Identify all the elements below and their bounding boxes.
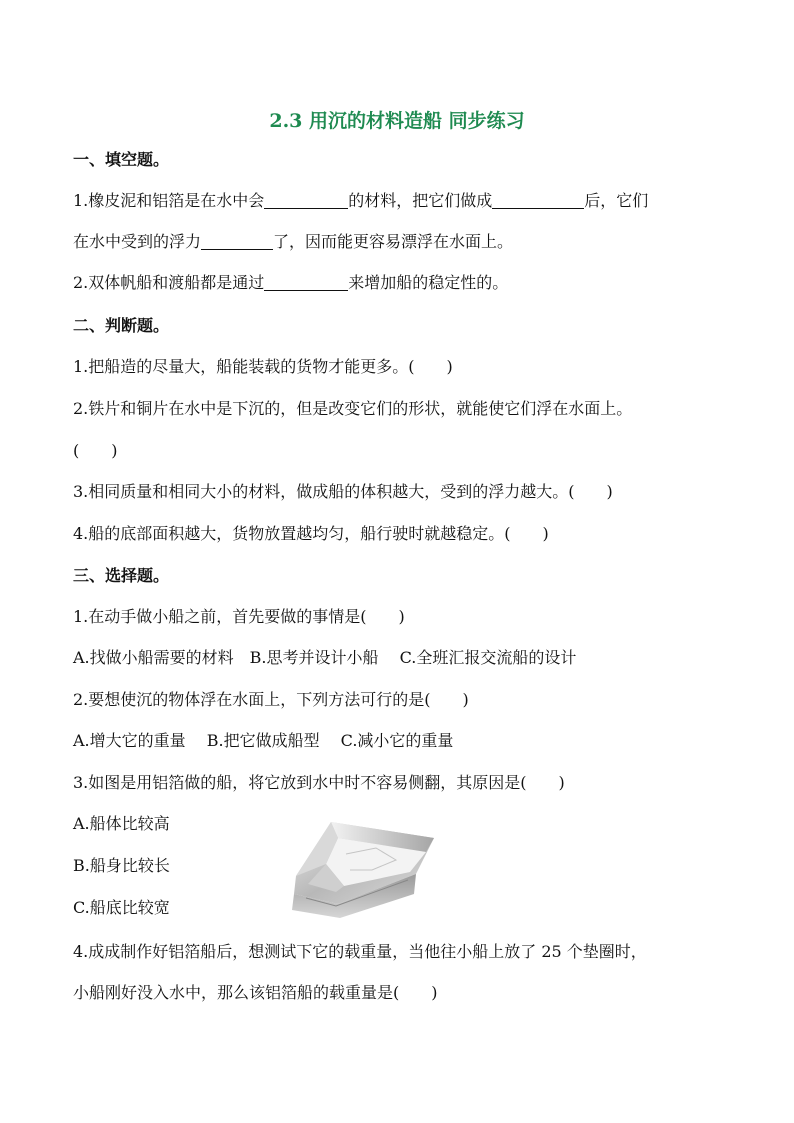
section-choice-heading: 三、选择题。 [73, 566, 170, 585]
fill-question-1-line-1 [73, 191, 648, 211]
answer-blank[interactable] [264, 192, 348, 209]
fill-q2-text-b: 来增加船的稳定性的。 [348, 273, 509, 292]
section-fill-heading: 一、填空题。 [73, 150, 170, 169]
answer-blank[interactable] [201, 233, 273, 250]
answer-blank[interactable] [492, 192, 584, 209]
fill-question-1-line-2 [73, 232, 513, 252]
choice-question-2: 2.要想使沉的物体浮在水面上，下列方法可行的是( ) [73, 690, 469, 709]
fill-q1-text-d: 在水中受到的浮力 [73, 232, 202, 251]
choice-question-1: 1.在动手做小船之前，首先要做的事情是( ) [73, 607, 405, 626]
choice-question-3-option-c: C.船底比较宽 [73, 898, 170, 917]
choice-question-3-option-a: A.船体比较高 [73, 814, 170, 833]
answer-blank[interactable] [264, 274, 348, 291]
judge-question-4: 4.船的底部面积越大，货物放置越均匀，船行驶时就越稳定。( ) [73, 524, 549, 543]
fill-q1-text-a: 1.橡皮泥和铝箔是在水中会 [73, 191, 265, 210]
fill-question-2 [73, 273, 508, 293]
choice-question-2-options: A.增大它的重量 B.把它做成船型 C.减小它的重量 [73, 731, 454, 750]
choice-question-1-options: A.找做小船需要的材料 B.思考并设计小船 C.全班汇报交流船的设计 [73, 648, 577, 667]
fill-q1-text-e: 了，因而能更容易漂浮在水面上。 [273, 232, 514, 251]
choice-question-3-option-b: B.船身比较长 [73, 856, 170, 875]
choice-question-4-line-2: 小船刚好没入水中，那么该铝箔船的载重量是( ) [73, 983, 438, 1002]
foil-boat-image [286, 814, 438, 918]
choice-question-3: 3.如图是用铝箔做的船，将它放到水中时不容易侧翻，其原因是( ) [73, 773, 565, 792]
page-title: 2.3 用沉的材料造船 同步练习 [269, 110, 525, 132]
judge-question-3: 3.相同质量和相同大小的材料，做成船的体积越大，受到的浮力越大。( ) [73, 482, 613, 501]
judge-question-2-paren: ( ) [73, 441, 118, 460]
fill-q1-text-c: 后，它们 [584, 191, 649, 210]
judge-question-1: 1.把船造的尽量大，船能装载的货物才能更多。( ) [73, 357, 453, 376]
section-judge-heading: 二、判断题。 [73, 316, 170, 335]
choice-question-4-line-1: 4.成成制作好铝箔船后，想测试下它的载重量，当他往小船上放了 25 个垫圈时， [73, 942, 647, 961]
fill-q2-text-a: 2.双体帆船和渡船都是通过 [73, 273, 265, 292]
judge-question-2: 2.铁片和铜片在水中是下沉的，但是改变它们的形状，就能使它们浮在水面上。 [73, 399, 633, 418]
fill-q1-text-b: 的材料，把它们做成 [348, 191, 493, 210]
